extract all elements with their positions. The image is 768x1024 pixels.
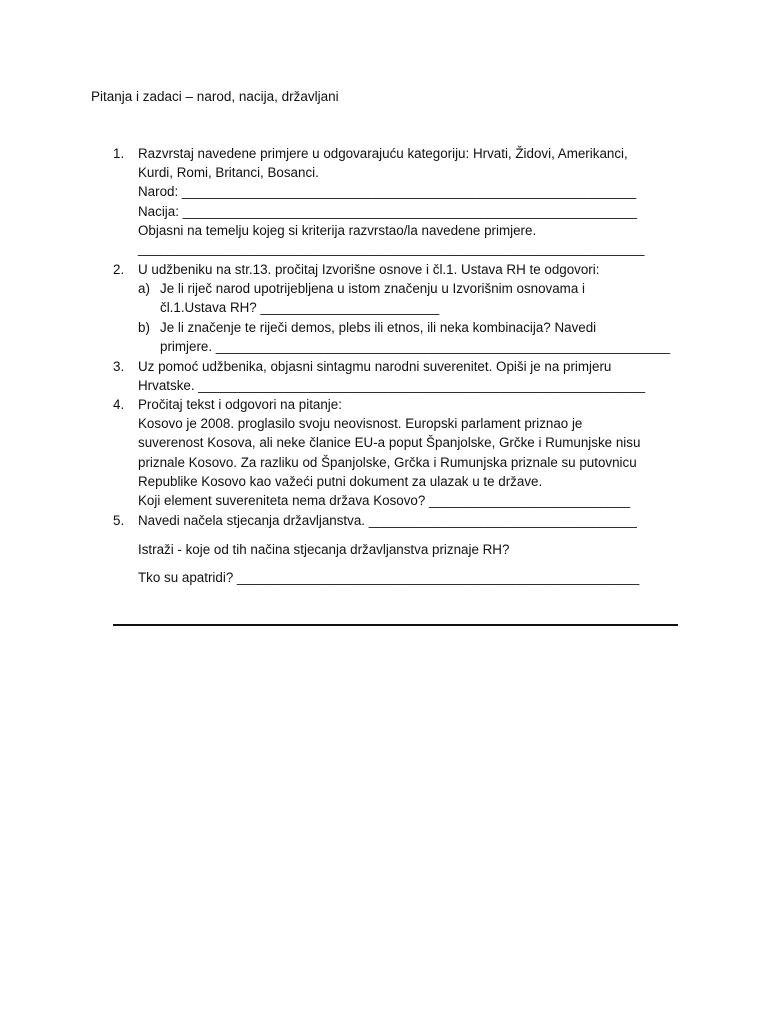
- q5-istrazi-text: Istraži - koje od tih načina stjecanja državljanstva priznaje RH?: [138, 542, 510, 557]
- q2-text-line1: U udžbeniku na str.13. pročitaj Izvorišne osnove i čl.1. Ustava RH te odgovori:: [138, 262, 600, 277]
- q1-text-line2: Kurdi, Romi, Britanci, Bosanci.: [138, 165, 319, 180]
- q1-nacija-line: Nacija: _____________________________________________________________: [138, 204, 637, 219]
- q4-text-line6: Koji element suvereniteta nema država Kosovo? ___________________________: [138, 493, 631, 508]
- q4-text-line1: Pročitaj tekst i odgovori na pitanje:: [138, 397, 342, 412]
- horizontal-rule: [113, 624, 678, 626]
- q2a-text-line2: čl.1.Ustava RH? ________________________: [160, 300, 440, 315]
- q1-objasni-text: Objasni na temelju kojeg si kriterija razvrstao/la navedene primjere.: [138, 223, 537, 238]
- q1-text-line1: Razvrstaj navedene primjere u odgovarajuću kategoriju: Hrvati, Židovi, Amerikanci,: [138, 146, 628, 161]
- q3-text-line1: Uz pomoć udžbenika, objasni sintagmu narodni suverenitet. Opiši je na primjeru: [138, 359, 612, 374]
- q3-number: 3.: [113, 359, 125, 374]
- q5-text-line1: Navedi načela stjecanja državljanstva. ____________________________________: [138, 513, 637, 528]
- q4-text-line4: priznale Kosovo. Za razliku od Španjolske, Grčka i Rumunjska priznale su putovnicu: [138, 455, 637, 470]
- q4-text-line3: suverenost Kosova, ali neke članice EU-a poput Španjolske, Grčke i Rumunjske nisu: [138, 435, 641, 450]
- q2a-text-line1: Je li riječ narod upotrijebljena u istom značenju u Izvorišnim osnovama i: [160, 281, 585, 296]
- q1-number: 1.: [113, 146, 125, 161]
- document-title: Pitanja i zadaci – narod, nacija, državljani: [91, 89, 339, 104]
- q1-answer-blank: ____________________________________________________________________: [138, 241, 645, 256]
- q3-text-line2: Hrvatske. ____________________________________________________________: [138, 378, 646, 393]
- q5-apatridi-line: Tko su apatridi? ______________________________________________________: [138, 570, 640, 585]
- q2-number: 2.: [113, 262, 125, 277]
- q5-number: 5.: [113, 513, 125, 528]
- q4-text-line2: Kosovo je 2008. proglasilo svoju neovisnost. Europski parlament priznao je: [138, 416, 583, 431]
- q2b-text-line1: Je li značenje te riječi demos, plebs ili etnos, ili neka kombinacija? Navedi: [160, 320, 597, 335]
- q2b-text-line2: primjere. _____________________________________________________________: [160, 339, 671, 354]
- q1-narod-line: Narod: _____________________________________________________________: [138, 184, 637, 199]
- q4-number: 4.: [113, 397, 125, 412]
- q2b-label: b): [138, 320, 150, 335]
- q2a-label: a): [138, 281, 150, 296]
- q4-text-line5: Republike Kosovo kao važeći putni dokument za ulazak u te države.: [138, 474, 543, 489]
